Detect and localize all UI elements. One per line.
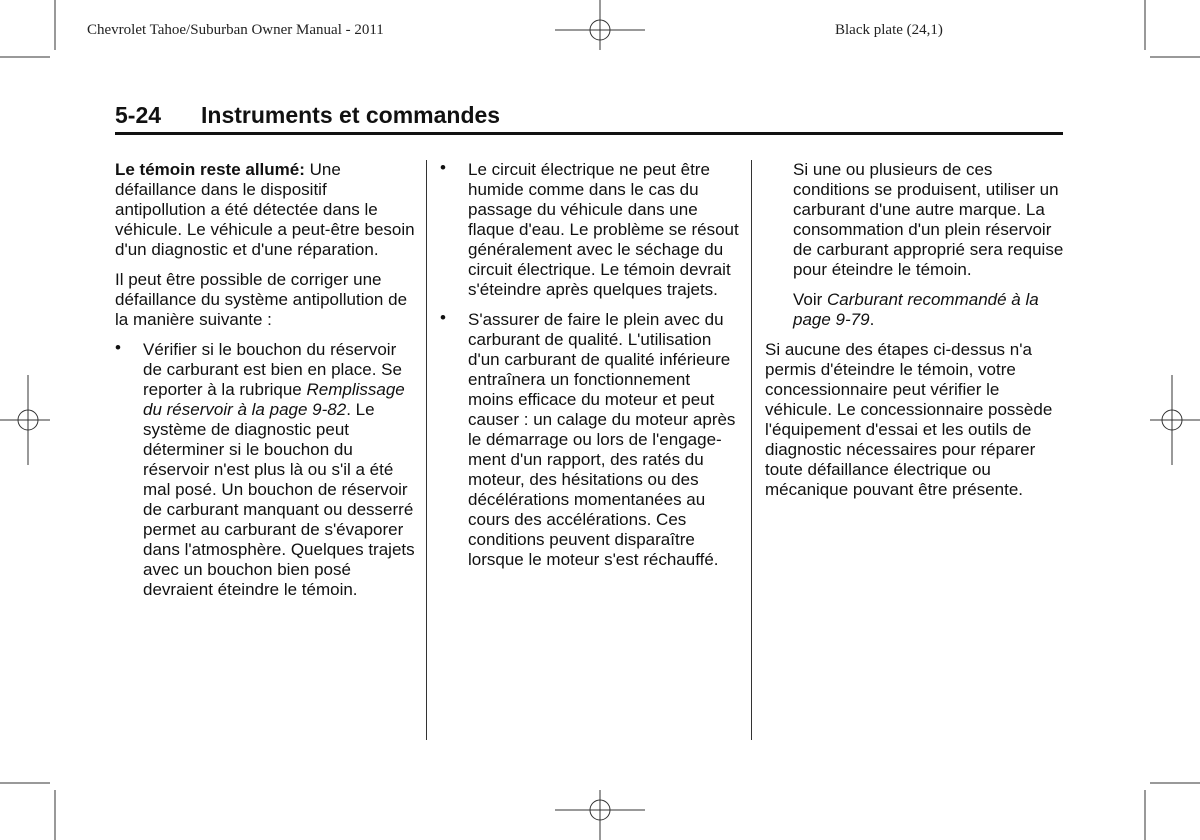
bullet-text: . Le système de diagnostic peut déterminer si le bouchon du réservoir n'est plus là ou s'il a été mal posé. Un bouchon de réservoir de carburant manquant ou desserré permet au carburant de s'évaporer dans l'atmosphère. Quelques trajets avec un bouchon bien posé devraient éteindre le témoin. <box>143 400 415 599</box>
bullet-text: Vérifier si le bouchon du réservoir de carburant est bien en place. Se reporter à la rubrique <box>143 340 402 399</box>
bullet-text: S'assurer de faire le plein avec du carburant de qualité. L'utilisation d'un carburant de qualité inférieure entraînera un fonctionnement moins efficace du moteur et peut causer : un calage du moteur après le démarrage ou lors de l'engage-ment d'un rapport, des ratés du moteur, des hésitations ou des décélérations momentanées au cours des accélérations. Ces conditions peuvent disparaître lorsque le moteur s'est réchauffé. <box>468 310 736 569</box>
see-text: Voir <box>793 290 828 309</box>
plate-label: Black plate (24,1) <box>835 22 943 38</box>
page-title: Instruments et commandes <box>201 102 501 128</box>
warning-text: Une défaillance dans le dispositif antipollution a été détectée dans le véhicule. Le véhicule a peut-être besoin d'un diagnostic et d'une réparation. <box>115 160 415 259</box>
see-text-end: . <box>869 310 875 329</box>
bullet-dot: • <box>440 158 446 177</box>
registration-mark-left <box>0 375 50 465</box>
registration-mark-top <box>555 0 645 50</box>
manual-title: Chevrolet Tahoe/Suburban Owner Manual - 2011 <box>87 22 384 38</box>
warning-heading: Le témoin reste allumé: <box>115 160 305 179</box>
bullet-dot: • <box>115 338 121 357</box>
cross-reference-link[interactable]: Carburant recommandé à la page 9-79 <box>793 290 1039 329</box>
registration-mark-right <box>1150 375 1200 465</box>
cross-reference-link[interactable]: Remplissage du réservoir à la page 9-82 <box>143 380 405 419</box>
paragraph-intro: Il peut être possible de corriger une défaillance du système antipollution de la manière suivante : <box>115 270 408 329</box>
paragraph-dealer: Si aucune des étapes ci-dessus n'a permis d'éteindre le témoin, votre concessionnaire peut vérifier le véhicule. Le concessionnaire possède l'équipement d'essai et les outils de diagnostic nécessaires pour réparer toute défaillance électrique ou mécanique pouvant être présente. <box>765 340 1053 499</box>
paragraph-change-brand: Si une ou plusieurs de ces conditions se produisent, utiliser un carburant d'une autre marque. La consommation d'un plein réservoir de carburant approprié sera requise pour éteindre le témoin. <box>793 160 1064 279</box>
registration-mark-bottom <box>555 790 645 840</box>
bullet-dot: • <box>440 308 446 327</box>
bullet-text: Le circuit électrique ne peut être humide comme dans le cas du passage du véhicule dans une flaque d'eau. Le problème se résout généralement avec le séchage du circuit électrique. Le témoin devrait s'éteindre après quelques trajets. <box>468 160 739 299</box>
page-number: 5-24 <box>115 102 162 128</box>
